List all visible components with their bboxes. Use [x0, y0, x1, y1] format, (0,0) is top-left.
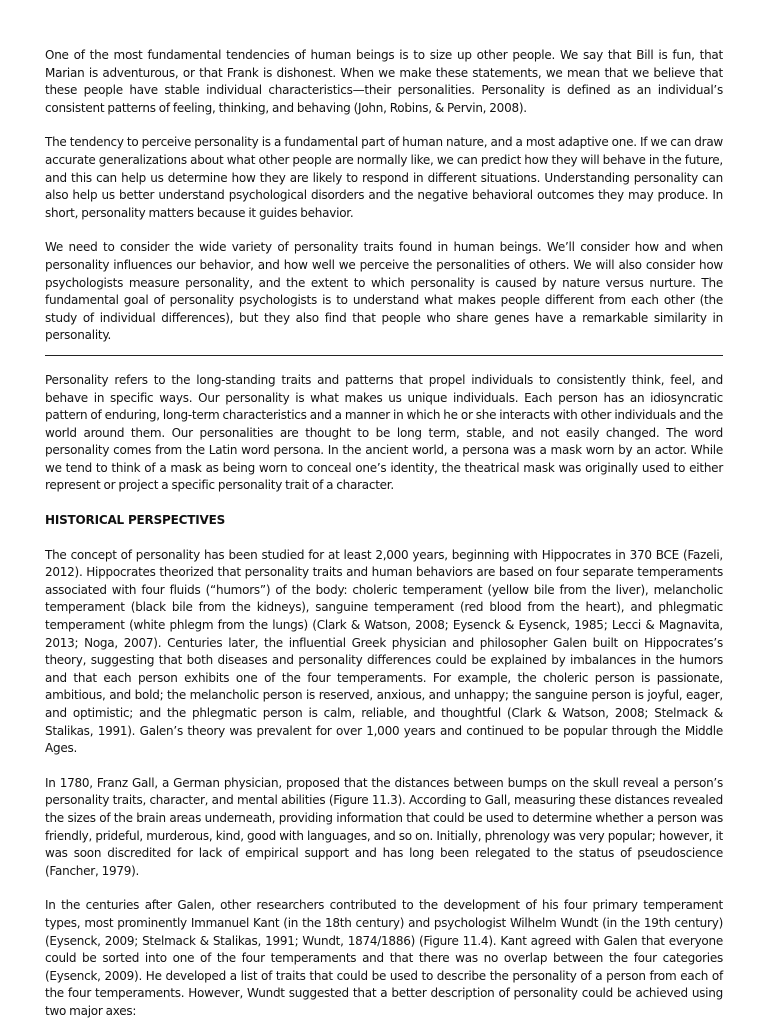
historical-paragraph-3: In the centuries after Galen, other researchers contributed to the development of his four primary temperament types, most prominently Immanuel Kant (in the 18th century) and psychologist Wilhelm Wundt (in the 19th century) (Eysenck, 2009; Stelmack & Stalikas, 1991; Wundt, 1874/1886) (Figure 11.4). Kant agreed with Galen that everyone could be sorted into one of the four temperaments and that there was no overlap between the four categories (Eysenck, 2009). He developed a list of traits that could be used to describe the personality of a person from each of the four temperaments. However, Wundt suggested that a better description of personality could be achieved using two major axes:	[45, 898, 723, 1018]
historical-paragraph-1: The concept of personality has been studied for at least 2,000 years, beginning with Hippocrates in 370 BCE (Fazeli, 2012). Hippocrates theorized that personality traits and human behaviors are based on four separate temperaments associated with four fluids (“humors”) of the body: choleric temperament (yellow bile from the liver), melancholic temperament (black bile from the kidneys), sanguine temperament (red blood from the heart), and phlegmatic temperament (white phlegm from the lungs) (Clark & Watson, 2008; Eysenck & Eysenck, 1985; Lecci & Magnavita, 2013; Noga, 2007). Centuries later, the influential Greek physician and philosopher Galen built on Hippocrates’s theory, suggesting that both diseases and personality differences could be explained by imbalances in the humors and that each person exhibits one of the four temperaments. For example, the choleric person is passionate, ambitious, and bold; the melancholic person is reserved, anxious, and unhappy; the sanguine person is joyful, eager, and optimistic; and the phlegmatic person is calm, reliable, and thoughtful (Clark & Watson, 2008; Stelmack & Stalikas, 1991). Galen’s theory was prevalent for over 1,000 years and continued to be popular through the Middle Ages.	[45, 547, 723, 756]
definition-paragraph: Personality refers to the long-standing traits and patterns that propel individuals to consistently think, feel, and behave in specific ways. Our personality is what makes us unique individuals. Each person has an idiosyncratic pattern of enduring, long-term characteristics and a manner in which he or she interacts with other individuals and the world around them. Our personalities are thought to be long term, stable, and not easily changed. The word personality comes from the Latin word persona. In the ancient world, a persona was a mask worn by an actor. While we tend to think of a mask as being worn to conceal one’s identity, the theatrical mask was originally used to either represent or project a specific personality trait of a character.	[45, 372, 723, 493]
historical-paragraph-2: In 1780, Franz Gall, a German physician, proposed that the distances between bumps on the skull reveal a person’s personality traits, character, and mental abilities (Figure 11.3). According to Gall, measuring these distances revealed the sizes of the brain areas underneath, providing information that could be used to determine whether a person was friendly, prideful, murderous, kind, good with languages, and so on. Initially, phrenology was very popular; however, it was soon discredited for lack of empirical support and has long been relegated to the status of pseudoscience (Fancher, 1979).	[45, 775, 723, 878]
intro-paragraph-3: We need to consider the wide variety of personality traits found in human beings. We’ll consider how and when personality influences our behavior, and how well we perceive the personalities of others. We will also consider how psychologists measure personality, and the extent to which personality is caused by nature versus nurture. The fundamental goal of personality psychologists is to understand what makes people different from each other (the study of individual differences), but they also find that people who share genes have a remarkable similarity in personality.	[45, 240, 723, 343]
divider-wrap	[45, 345, 723, 372]
section-heading: HISTORICAL PERSPECTIVES	[45, 513, 226, 528]
intro-paragraph-2: The tendency to perceive personality is a fundamental part of human nature, and a most adaptive one. If we can draw accurate generalizations about what other people are normally like, we can predict how they will behave in the future, and this can help us determine how they are likely to respond in different situations. Understanding personality can also help us better understand psychological disorders and the negative behavioral outcomes they may produce. In short, personality matters because it guides behavior.	[45, 135, 723, 220]
horizontal-divider	[45, 355, 723, 356]
document-page	[45, 47, 723, 1021]
intro-paragraph-1: One of the most fundamental tendencies of human beings is to size up other people. We say that Bill is fun, that Marian is adventurous, or that Frank is dishonest. When we make these statements, we mean that we believe that these people have stable individual characteristics—their personalities. Personality is defined as an individual’s consistent patterns of feeling, thinking, and behaving (John, Robins, & Pervin, 2008).	[45, 48, 723, 115]
